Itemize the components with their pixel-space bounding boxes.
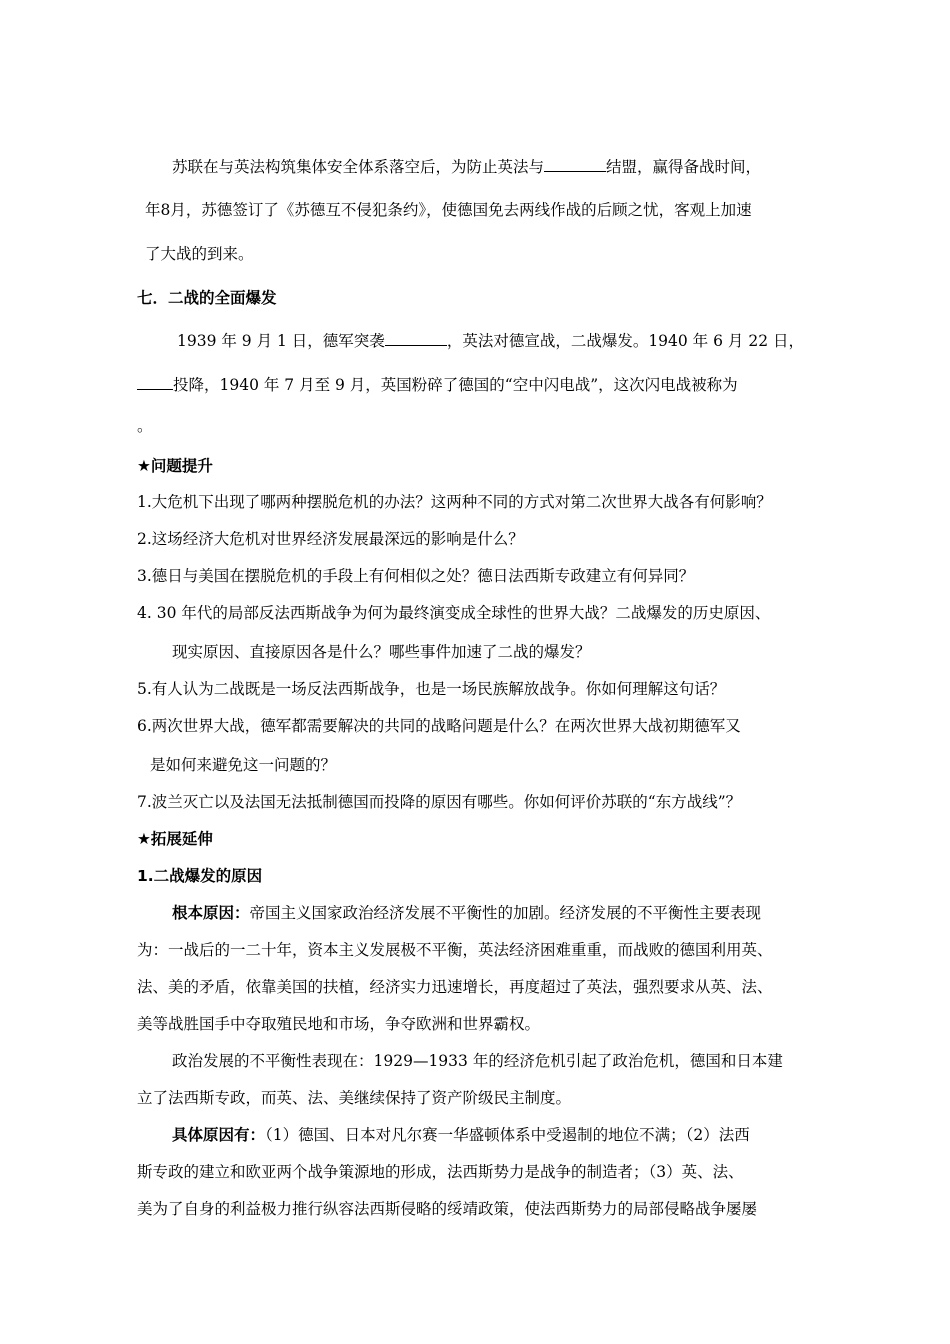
question-item: 1.大危机下出现了哪两种摆脱危机的办法？这两种不同的方式对第二次世界大战各有何影响？ [137,493,772,511]
question-item: 5.有人认为二战既是一场反法西斯战争，也是一场民族解放战争。你如何理解这句话？ [137,680,726,698]
paragraph-label: 根本原因： [172,904,250,922]
paragraph-text: （1）德国、日本对凡尔赛一华盛顿体系中受遏制的地位不满；（2）法西 [265,1126,750,1144]
section7-line-1 [177,330,804,351]
paragraph-line: 法、美的矛盾，依靠美国的扶植，经济实力迅速增长，再度超过了英法，强烈要求从英、法、 [137,978,773,996]
extension-heading: ★拓展延伸 [137,830,213,848]
intro-text: 结盟，赢得备战时间， [606,158,762,176]
question-item-cont: 现实原因、直接原因各是什么？哪些事件加速了二战的爆发？ [172,643,591,661]
question-item: 3.德日与美国在摆脱危机的手段上有何相似之处？德日法西斯专政建立有何异同？ [137,567,695,585]
fill-blank [385,330,447,346]
paragraph-line: 立了法西斯专政，而英、法、美继续保持了资产阶级民主制度。 [137,1089,572,1107]
fill-blank [137,374,173,390]
section7-text: 1939 年 9 月 1 日，德军突袭 [177,332,385,350]
section-heading: 七．二战的全面爆发 [137,289,277,307]
section7-text: 投降，1940 年 7 月至 9 月，英国粉碎了德国的“空中闪电战”，这次闪电战被称为 [173,376,738,394]
question-item: 6.两次世界大战，德军都需要解决的共同的战略问题是什么？在两次世界大战初期德军又 [137,717,741,735]
question-item: 4. 30 年代的局部反法西斯战争为何为最终演变成全球性的世界大战？二战爆发的历史原因、 [137,604,771,622]
intro-text: 苏联在与英法构筑集体安全体系落空后，为防止英法与 [172,158,545,176]
intro-line-2: 年8月，苏德签订了《苏德互不侵犯条约》，使德国免去两线作战的后顾之忧，客观上加速 [145,201,752,219]
section7-line-2 [137,374,738,395]
paragraph-label: 具体原因有： [172,1126,266,1144]
question-item: 2.这场经济大危机对世界经济发展最深远的影响是什么？ [137,530,524,548]
paragraph-line: 美等战胜国手中夺取殖民地和市场，争夺欧洲和世界霸权。 [137,1015,541,1033]
paragraph-line: 美为了自身的利益极力推行纵容法西斯侵略的绥靖政策，使法西斯势力的局部侵略战争屡屡 [137,1200,758,1218]
paragraph-line: 政治发展的不平衡性表现在：1929—1933 年的经济危机引起了政治危机，德国和日本建 [172,1052,783,1070]
paragraph-line: 为：一战后的一二十年，资本主义发展极不平衡，英法经济困难重重，而战败的德国利用英、 [137,941,773,959]
section7-text: ，英法对德宣战，二战爆发。1940 年 6 月 22 日， [446,332,804,350]
section7-line-3: 。 [137,417,153,435]
intro-line-1 [172,156,761,177]
paragraph-line: 斯专政的建立和欧亚两个战争策源地的形成，法西斯势力是战争的制造者；（3）英、法、 [137,1163,744,1181]
questions-heading: ★问题提升 [137,457,213,475]
paragraph-line [172,903,761,923]
subheading: 1.二战爆发的原因 [137,867,263,885]
paragraph-line [172,1125,750,1145]
paragraph-text: 帝国主义国家政治经济发展不平衡性的加剧。经济发展的不平衡性主要表现 [249,904,762,922]
question-item-cont: 是如何来避免这一问题的？ [150,756,337,774]
question-item: 7.波兰灭亡以及法国无法抵制德国而投降的原因有哪些。你如何评价苏联的“东方战线”？ [137,793,742,811]
intro-line-3: 了大战的到来。 [145,245,254,263]
fill-blank [544,156,606,172]
